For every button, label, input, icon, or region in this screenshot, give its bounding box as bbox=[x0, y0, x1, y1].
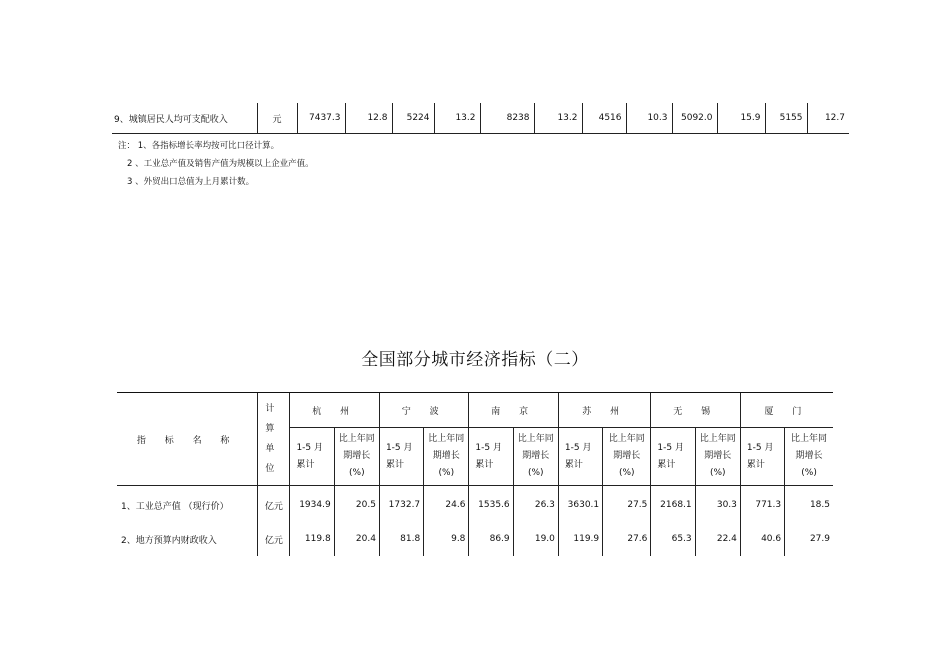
table-cell: 119.9 bbox=[558, 522, 602, 556]
note-1: 注： 1、各指标增长率均按可比口径计算。 bbox=[118, 141, 280, 151]
table-cell: 1535.6 bbox=[469, 486, 513, 523]
growth-header: 比上年同期增长(%) bbox=[424, 428, 469, 486]
city-header: 苏 州 bbox=[558, 393, 651, 428]
row-name: 2、地方预算内财政收入 bbox=[121, 535, 217, 546]
city-header: 宁 波 bbox=[379, 393, 468, 428]
table-cell: 4516 bbox=[582, 103, 626, 134]
growth-header: 比上年同期增长(%) bbox=[785, 428, 833, 486]
table-cell: 9.8 bbox=[424, 522, 469, 556]
table-cell: 1934.9 bbox=[290, 486, 334, 523]
table-cell: 5092.0 bbox=[672, 103, 717, 134]
table-cell: 86.9 bbox=[469, 522, 513, 556]
cumulative-header: 1-5 月累计 bbox=[379, 428, 423, 486]
cumulative-header: 1-5 月累计 bbox=[469, 428, 513, 486]
table-cell: 24.6 bbox=[424, 486, 469, 523]
growth-header: 比上年同期增长(%) bbox=[513, 428, 558, 486]
header-row-cities bbox=[117, 393, 833, 428]
table-row bbox=[112, 103, 849, 134]
table-cell: 7437.3 bbox=[297, 103, 345, 134]
row-unit: 元 bbox=[257, 103, 297, 134]
table-cell: 27.6 bbox=[603, 522, 651, 556]
table-cell: 5224 bbox=[392, 103, 434, 134]
cumulative-header: 1-5 月累计 bbox=[290, 428, 334, 486]
table-cell: 12.8 bbox=[345, 103, 392, 134]
table-cell: 26.3 bbox=[513, 486, 558, 523]
table-cell: 40.6 bbox=[740, 522, 784, 556]
city-header: 厦 门 bbox=[740, 393, 833, 428]
table-cell: 8238 bbox=[480, 103, 534, 134]
row-name: 9、城镇居民人均可支配收入 bbox=[112, 103, 257, 134]
table-cell: 65.3 bbox=[651, 522, 695, 556]
table-cell: 81.8 bbox=[379, 522, 423, 556]
cumulative-header: 1-5 月累计 bbox=[651, 428, 695, 486]
table-cell: 119.8 bbox=[290, 522, 334, 556]
growth-header: 比上年同期增长(%) bbox=[334, 428, 379, 486]
indicator-header: 指 标 名 称 bbox=[117, 393, 258, 486]
row-unit: 亿元 bbox=[258, 522, 290, 556]
top-continuation-table bbox=[112, 103, 849, 134]
table-cell: 5155 bbox=[765, 103, 807, 134]
growth-header: 比上年同期增长(%) bbox=[695, 428, 740, 486]
row-unit: 亿元 bbox=[258, 486, 290, 523]
note-3: 3 、外贸出口总值为上月累计数。 bbox=[127, 177, 255, 187]
table-cell: 20.4 bbox=[334, 522, 379, 556]
row-name: 1、工业总产值 （现行价） bbox=[121, 501, 229, 512]
cumulative-header: 1-5 月累计 bbox=[740, 428, 784, 486]
growth-header: 比上年同期增长(%) bbox=[603, 428, 651, 486]
unit-header: 计算单位 bbox=[258, 393, 290, 486]
table-cell: 18.5 bbox=[785, 486, 833, 523]
table-row bbox=[117, 522, 833, 556]
table-cell: 12.7 bbox=[807, 103, 849, 134]
table-cell: 13.2 bbox=[534, 103, 582, 134]
table-cell: 771.3 bbox=[740, 486, 784, 523]
table-cell: 2168.1 bbox=[651, 486, 695, 523]
city-header: 无 锡 bbox=[651, 393, 740, 428]
table-cell: 30.3 bbox=[695, 486, 740, 523]
table-cell: 20.5 bbox=[334, 486, 379, 523]
table-cell: 27.5 bbox=[603, 486, 651, 523]
table-cell: 10.3 bbox=[626, 103, 672, 134]
table-cell: 15.9 bbox=[717, 103, 765, 134]
table-cell: 1732.7 bbox=[379, 486, 423, 523]
table-row bbox=[117, 486, 833, 523]
page-title: 全国部分城市经济指标（二） bbox=[361, 350, 589, 370]
table-cell: 19.0 bbox=[513, 522, 558, 556]
city-header: 杭 州 bbox=[290, 393, 379, 428]
note-2: 2 、工业总产值及销售产值为规模以上企业产值。 bbox=[127, 159, 314, 169]
city-header: 南 京 bbox=[469, 393, 558, 428]
table-cell: 27.9 bbox=[785, 522, 833, 556]
city-indicators-table bbox=[117, 392, 833, 556]
table-cell: 13.2 bbox=[434, 103, 480, 134]
table-cell: 22.4 bbox=[695, 522, 740, 556]
table-cell: 3630.1 bbox=[558, 486, 602, 523]
cumulative-header: 1-5 月累计 bbox=[558, 428, 602, 486]
